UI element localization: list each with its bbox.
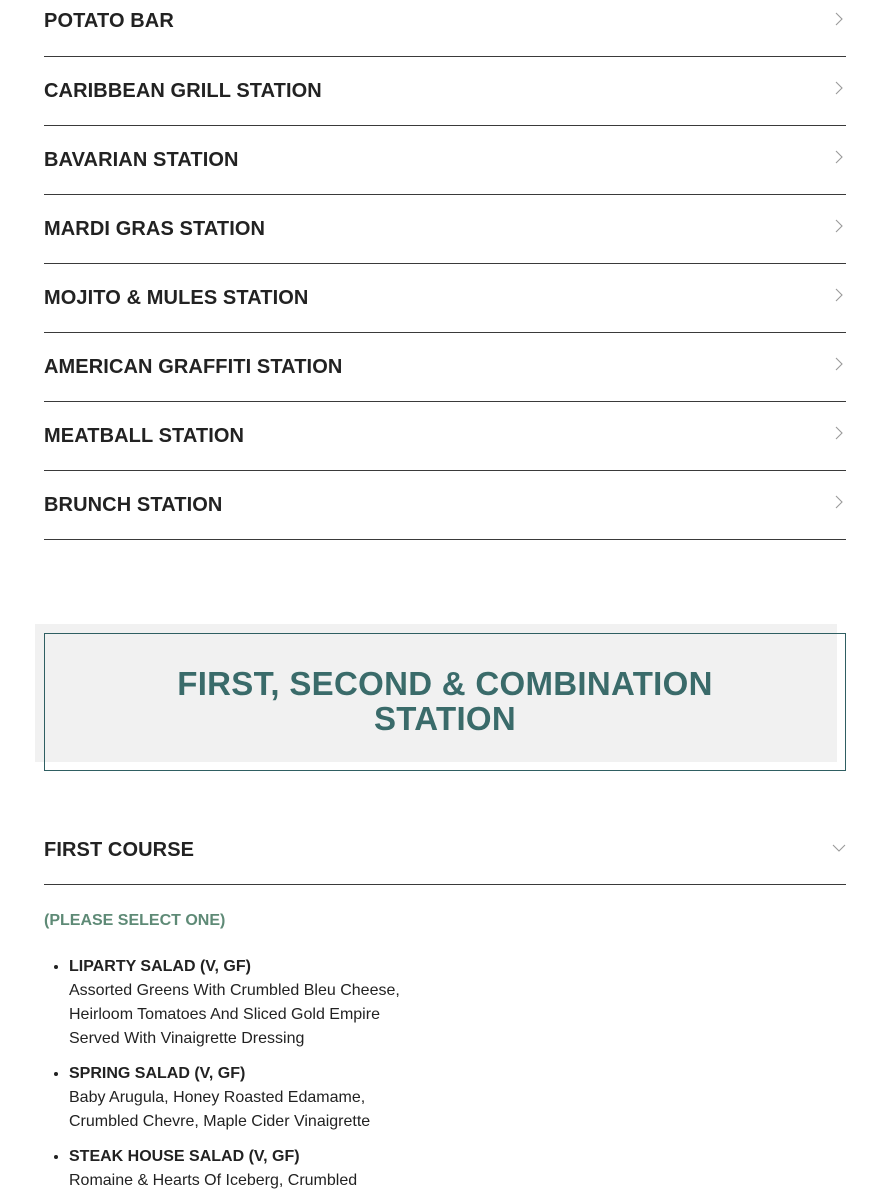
chevron-right-icon: [832, 81, 846, 95]
accordion-item-caribbean-grill[interactable]: [44, 57, 846, 126]
accordion-item-brunch[interactable]: [44, 471, 846, 540]
accordion-title: BRUNCH STATION: [44, 494, 223, 516]
menu-item-name: • LIPARTY SALAD (V, GF): [69, 958, 251, 975]
chevron-right-icon: [832, 12, 846, 26]
accordion-item-bavarian[interactable]: [44, 126, 846, 195]
chevron-right-icon: [832, 495, 846, 509]
list-item: [69, 1144, 429, 1193]
accordion-item-first-course[interactable]: [44, 815, 846, 885]
accordion-title: CARIBBEAN GRILL STATION: [44, 80, 322, 102]
chevron-right-icon: [832, 288, 846, 302]
section-title: FIRST, SECOND & COMBINATION STATION: [177, 665, 713, 737]
accordion-item-mardi-gras[interactable]: [44, 195, 846, 264]
menu-item-description: Romaine & Hearts Of Iceberg, Crumbled: [69, 1172, 358, 1189]
accordion-item-meatball[interactable]: [44, 402, 846, 471]
menu-item-description: Assorted Greens With Crumbled Bleu Cheese, Heirloom Tomatoes And Sliced Gold Empire Served With Vinaigrette Dressing: [69, 982, 400, 1047]
menu-item-description: Baby Arugula, Honey Roasted Edamame, Crumbled Chevre, Maple Cider Vinaigrette: [69, 1089, 371, 1130]
accordion-title: BAVARIAN STATION: [44, 149, 239, 171]
accordion-title: MEATBALL STATION: [44, 425, 245, 447]
accordion-item-potato-bar[interactable]: [44, 0, 846, 57]
chevron-down-icon: [832, 841, 846, 855]
accordion-title: MOJITO & MULES STATION: [44, 287, 309, 309]
chevron-right-icon: [832, 150, 846, 164]
accordion-title: FIRST COURSE: [44, 839, 195, 861]
list-item: [69, 1061, 429, 1134]
section-header: [44, 633, 846, 771]
menu-item-name: • STEAK HOUSE SALAD (V, GF): [69, 1148, 300, 1165]
menu-item-name: • SPRING SALAD (V, GF): [69, 1065, 246, 1082]
chevron-right-icon: [832, 219, 846, 233]
accordion-title: POTATO BAR: [44, 10, 174, 32]
accordion-item-american-graffiti[interactable]: [44, 333, 846, 402]
chevron-right-icon: [832, 357, 846, 371]
chevron-right-icon: [832, 426, 846, 440]
select-one-note: (PLEASE SELECT ONE): [44, 912, 226, 929]
list-item: [69, 954, 429, 1051]
station-accordion: [44, 0, 846, 540]
accordion-title: MARDI GRAS STATION: [44, 218, 266, 240]
accordion-item-mojito-mules[interactable]: [44, 264, 846, 333]
first-course-menu: [44, 954, 429, 1203]
accordion-title: AMERICAN GRAFFITI STATION: [44, 356, 343, 378]
